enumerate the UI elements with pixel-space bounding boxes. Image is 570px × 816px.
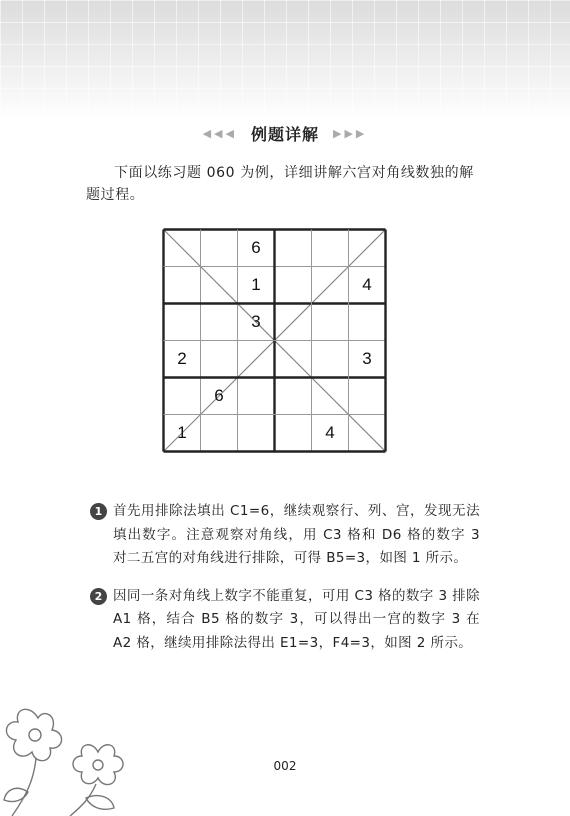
intro-paragraph: 下面以练习题 060 为例，详细讲解六宫对角线数独的解题过程。	[86, 165, 474, 203]
sudoku-given-cell: 1	[251, 275, 261, 294]
section-heading	[0, 122, 570, 145]
sudoku-given-cell: 2	[177, 349, 187, 368]
steps-list	[90, 500, 480, 669]
sudoku-given-cell: 4	[325, 423, 335, 442]
sudoku-given-cell: 6	[251, 238, 261, 257]
sudoku-given-cell: 1	[177, 423, 187, 442]
section-title: 例题详解	[250, 125, 319, 144]
step-2	[90, 585, 480, 656]
step-text: 因同一条对角线上数字不能重复，可用 C3 格的数字 3 排除 A1 格，结合 B5 格的数字 3，可以得出一宫的数字 3 在 A2 格，继续用排除法得出 E1=3，F4=3，如图 2 所示。	[113, 587, 480, 651]
sudoku-given-cell: 3	[251, 312, 261, 331]
left-arrows-icon: ◀◀◀	[202, 127, 237, 140]
sudoku-given-cell: 3	[362, 349, 372, 368]
step-text: 首先用排除法填出 C1=6，继续观察行、列、宫，发现无法填出数字。注意观察对角线，用 C3 格和 D6 格的数字 3 对二五宫的对角线进行排除，可得 B5=3，如图 1 所示。	[113, 503, 480, 566]
step-number-badge: 1	[90, 503, 107, 520]
sudoku-given-cell: 4	[362, 275, 372, 294]
flower-decoration-icon	[0, 700, 150, 816]
header-grid-pattern	[0, 0, 570, 120]
sudoku-given-cell: 6	[214, 386, 224, 405]
step-1	[90, 500, 480, 571]
page-number: 002	[273, 759, 297, 773]
sudoku-board	[162, 228, 388, 454]
step-number-badge: 2	[90, 588, 107, 605]
right-arrows-icon: ▶▶▶	[333, 127, 368, 140]
